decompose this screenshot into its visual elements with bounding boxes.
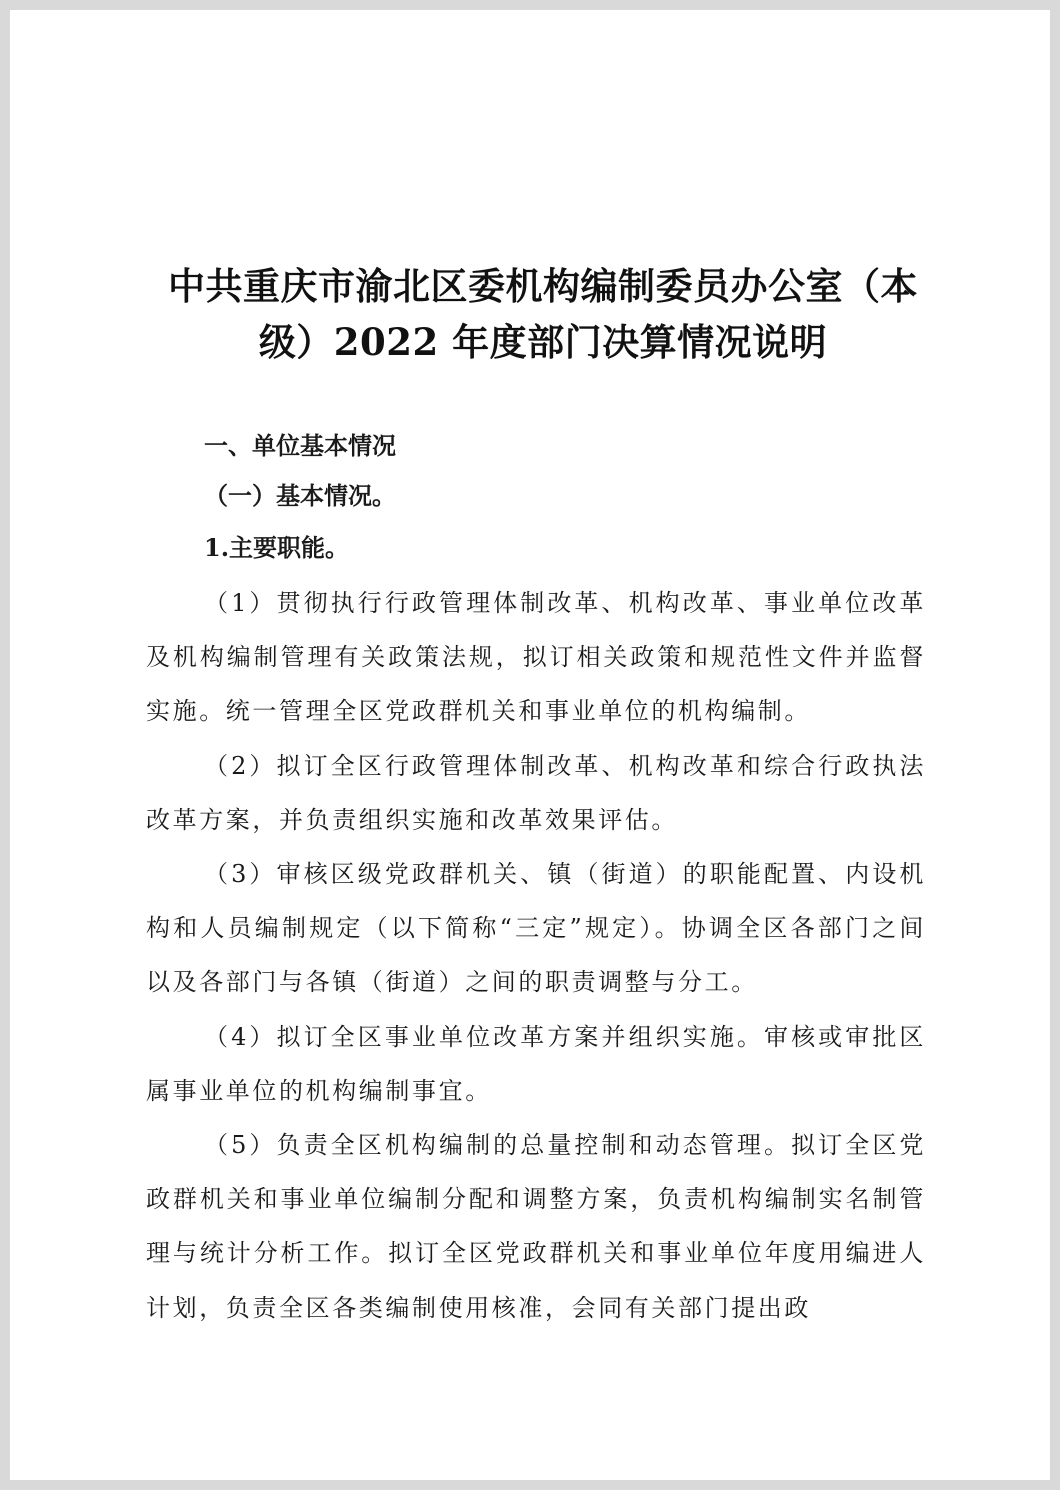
document-page <box>10 10 1050 1480</box>
document-body <box>146 420 926 1335</box>
title-line-1: 中共重庆市渝北区委机构编制委员办公室（本 <box>168 264 918 308</box>
paragraph-5: （5）负责全区机构编制的总量控制和动态管理。拟订全区党政群机关和事业单位编制分配和调整方案，负责机构编制实名制管理与统计分析工作。拟订全区党政群机关和事业单位年度用编进人计划，负责全区各类编制使用核准，会同有关部门提出政 <box>146 1131 926 1322</box>
paragraph-4: （4）拟订全区事业单位改革方案并组织实施。审核或审批区属事业单位的机构编制事宜。 <box>146 1022 926 1105</box>
subsection-heading: （一）基本情况。 <box>204 481 396 510</box>
paragraph-3: （3）审核区级党政群机关、镇（街道）的职能配置、内设机构和人员编制规定（以下简称“三定”规定）。协调全区各部门之间以及各部门与各镇（街道）之间的职责调整与分工。 <box>146 860 926 997</box>
section-heading: 一、单位基本情况 <box>204 432 396 460</box>
title-line-2: 级）2022 年度部门决算情况说明 <box>258 320 828 364</box>
paragraph-1: （1）贯彻执行行政管理体制改革、机构改革、事业单位改革及机构编制管理有关政策法规，拟订相关政策和规范性文件并监督实施。统一管理全区党政群机关和事业单位的机构编制。 <box>146 589 926 726</box>
item-heading: 1.主要职能。 <box>204 533 350 562</box>
document-title <box>148 258 938 370</box>
paragraph-2: （2）拟订全区行政管理体制改革、机构改革和综合行政执法改革方案，并负责组织实施和改革效果评估。 <box>146 751 926 834</box>
